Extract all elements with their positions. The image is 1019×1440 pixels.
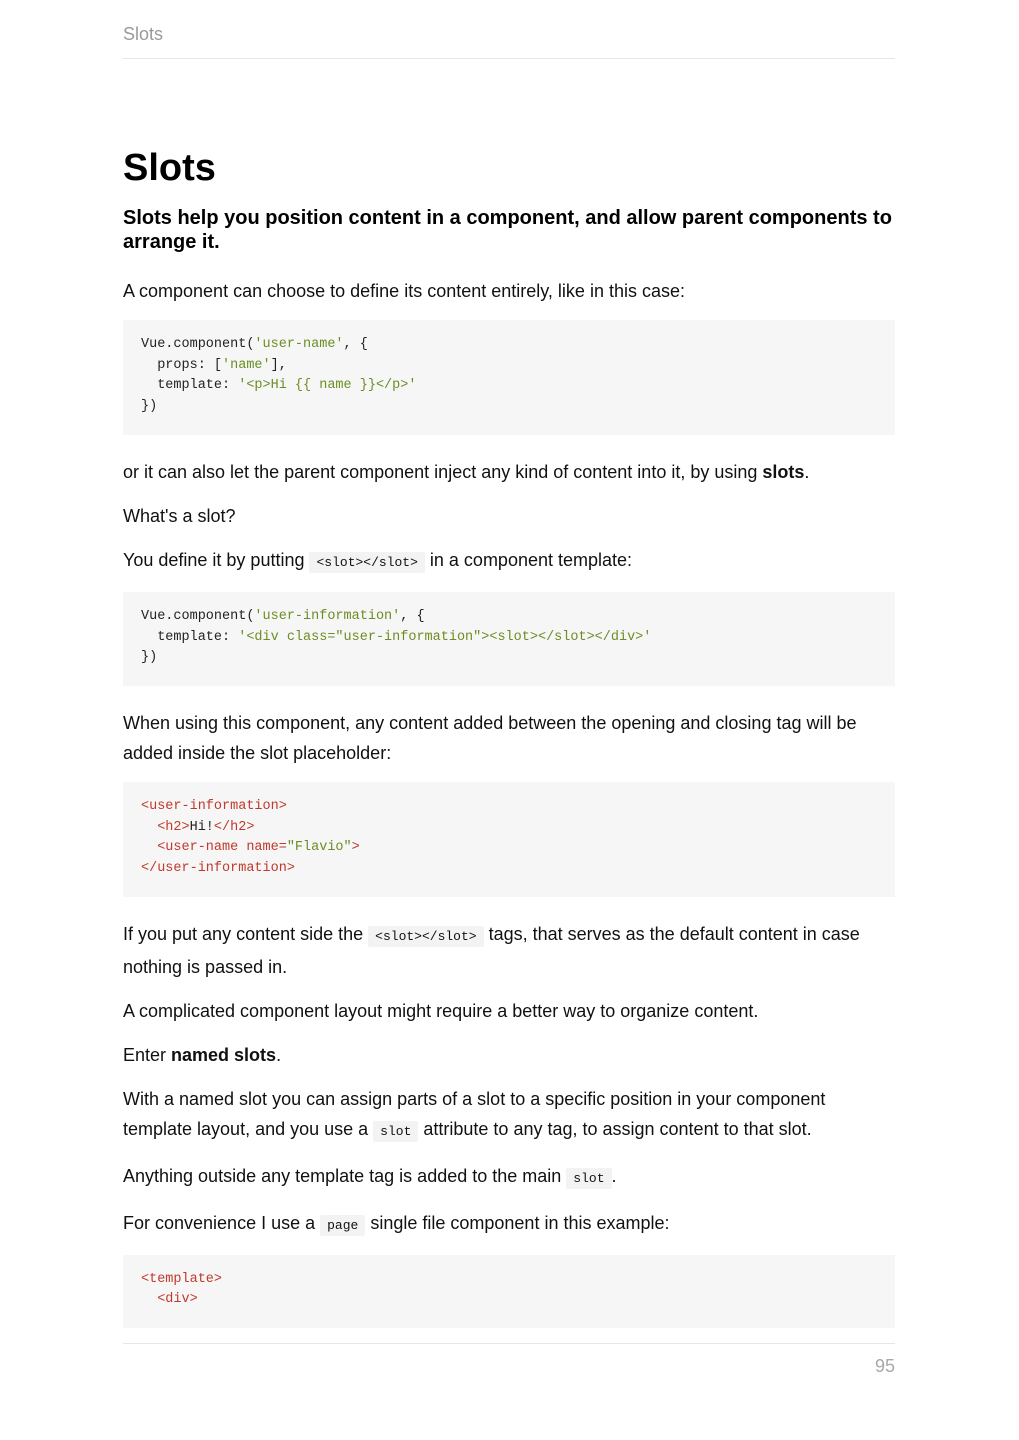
inline-code-slot-attr: slot	[373, 1121, 418, 1142]
paragraph-named-slot-usage: With a named slot you can assign parts of a slot to a specific position in your component template layout, and you use a slot attribute to any tag, to assign content to that slot.	[123, 1084, 895, 1147]
inline-code-page: page	[320, 1215, 365, 1236]
paragraph-main-slot: Anything outside any template tag is added to the main slot .	[123, 1161, 895, 1194]
paragraph-slots: or it can also let the parent component inject any kind of content into it, by using slots.	[123, 461, 810, 482]
inline-code-slot: slot	[566, 1168, 611, 1189]
running-header-title: Slots	[123, 24, 164, 44]
paragraph-complicated-layout: A complicated component layout might require a better way to organize content.	[123, 1000, 759, 1021]
paragraph-named-slots: Enter named slots.	[123, 1044, 282, 1065]
paragraph-intro: A component can choose to define its content entirely, like in this case:	[123, 281, 685, 301]
footer-divider	[123, 1343, 895, 1344]
code-block-usage: <user-information> <h2>Hi!</h2> <user-name name="Flavio"> </user-information>	[123, 782, 895, 897]
header-divider	[123, 58, 895, 59]
paragraph-page-component: For convenience I use a page single file component in this example:	[123, 1208, 895, 1241]
paragraph-define-slot: You define it by putting <slot></slot> in a component template:	[123, 545, 895, 578]
code-block-template: <template> <div>	[123, 1255, 895, 1328]
code-block-user-information: Vue.component('user-information', { template: '<div class="user-information"><slot></slot></div>' })	[123, 592, 895, 686]
page-number: 95	[874, 1356, 895, 1376]
paragraph-default-content: If you put any content side the <slot></slot> tags, that serves as the default content in case nothing is passed in.	[123, 923, 860, 977]
page-content	[123, 142, 895, 1328]
inline-code-slot-tag: <slot></slot>	[368, 926, 483, 947]
page-title: Slots	[123, 147, 216, 189]
inline-code-slot-tag: <slot></slot>	[309, 552, 424, 573]
paragraph-using-component: When using this component, any content added between the opening and closing tag will be added inside the slot placeholder:	[123, 712, 857, 763]
page-subtitle: Slots help you position content in a component, and allow parent components to arrange it.	[123, 207, 892, 253]
paragraph-whats-a-slot: What's a slot?	[123, 505, 236, 526]
code-block-user-name: Vue.component('user-name', { props: ['name'], template: '<p>Hi {{ name }}</p>' })	[123, 320, 895, 435]
